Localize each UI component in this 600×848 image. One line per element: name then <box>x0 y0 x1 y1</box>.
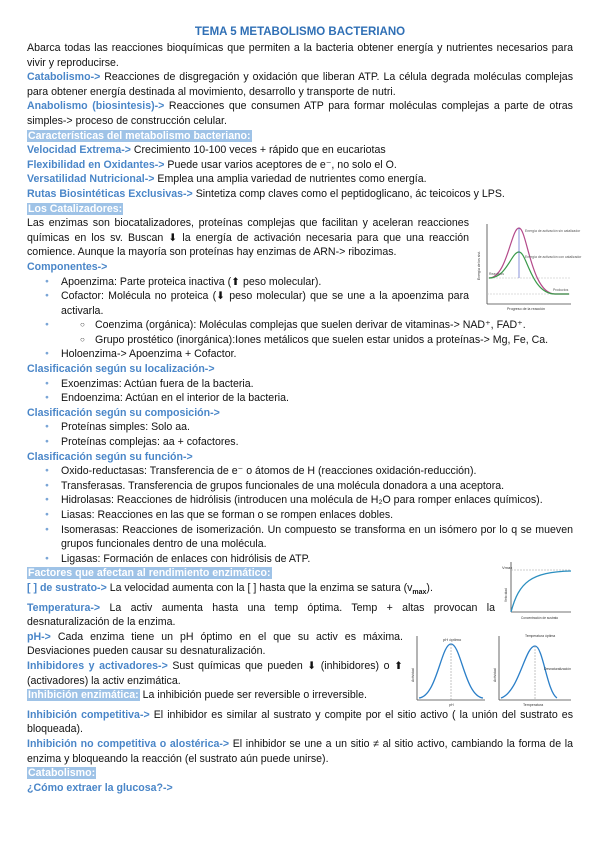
list-item: ● Exoenzimas: Actúan fuera de la bacteria. <box>61 377 573 392</box>
list-item: ● Proteínas complejas: aa + cofactores. <box>61 435 573 450</box>
annotation: Productos <box>553 288 569 293</box>
list-item: ○ Grupo prostético (inorgánica):Iones metálicos que suelen estar unidos a proteínas-> Mg, Fe, Ca. <box>95 333 573 348</box>
x-axis-label: Temperatura <box>523 702 544 707</box>
temperature-chart <box>491 632 573 708</box>
glucosa-question: ¿Cómo extraer la glucosa?-> <box>27 781 173 794</box>
list-item: ● Apoenzima: Parte proteica inactiva (⬆ peso molecular). <box>61 275 469 290</box>
list-item: ● Transferasas. Transferencia de grupos funcionales de una molécula donadora a una aceptora. <box>61 479 573 494</box>
catalizadores-intro-block <box>27 216 582 318</box>
ph-block <box>27 630 573 708</box>
list-item: ● Liasas: Reacciones en las que se forman o se rompen enlaces dobles. <box>61 508 573 523</box>
componentes-label: Componentes-> <box>27 260 108 273</box>
annotation: Energía de activación con catalizador <box>525 255 582 260</box>
ph-line: pH-> Cada enzima tiene un pH óptimo en el que su activ es máxima. Desviaciones pueden causar su desnaturalización. <box>27 630 403 658</box>
vmax-label: Vmax <box>502 564 513 570</box>
x-axis-label: Concentración de sustrato <box>521 615 559 620</box>
localizacion-list <box>27 377 573 406</box>
y-axis-label: Actividad <box>411 668 415 682</box>
funcion-list <box>27 464 573 552</box>
list-item: ● Endoenzima: Actúan en el interior de la bacteria. <box>61 391 573 406</box>
componentes-list-continued <box>27 318 573 362</box>
peak-label: Temperatura óptima <box>525 633 556 638</box>
x-axis-label: pH <box>449 702 454 707</box>
flexibilidad-line: Flexibilidad en Oxidantes-> Puede usar varios aceptores de e⁻, no solo el O. <box>27 158 397 171</box>
y-axis-label: Energía de los sist. <box>477 251 481 281</box>
y-axis-label: Actividad <box>493 668 497 682</box>
activation-energy-chart <box>477 220 582 312</box>
competitiva-line: Inhibición competitiva-> El inhibidor es similar al sustrato y compite por el sitio activo ( la unión del sustrato es bloqueada). <box>27 708 573 736</box>
term-label: Catabolismo-> <box>27 71 101 84</box>
list-item: ● Hidrolasas: Reacciones de hidrólisis (introducen una molécula de H₂O para romper enlaces químicos). <box>61 493 573 508</box>
funcion-label: Clasificación según su función-> <box>27 450 193 463</box>
saturation-curve <box>511 571 571 612</box>
inhibicion-header-line: Inhibición enzimática: La inhibición puede ser reversible o irreversible. <box>28 689 367 702</box>
saturation-chart <box>501 560 573 622</box>
temperature-curve <box>501 646 557 698</box>
list-item: ● Cofactor: Molécula no proteica (⬇ peso molecular) que se une a la apoenzima para activarla. <box>61 289 469 318</box>
annotation: Energía de activación sin catalizador <box>525 229 581 234</box>
peak-label: pH óptimo <box>443 636 462 642</box>
ph-chart <box>409 632 487 708</box>
list-item: ● Isomerasas: Reacciones de isomerización. Un compuesto se transforma en un isómero por lo q se mueven grupos funcionales dentro de una molécula. <box>61 523 573 552</box>
list-item: ● Ligasas: Formación de enlaces con hidrólisis de ATP. <box>61 552 495 567</box>
term-label: Anabolismo (biosintesis)-> <box>27 100 165 113</box>
list-item: ○ ● Coenzima (orgánica): Moléculas complejas que suelen derivar de vitaminas-> NAD⁺, FAD⁺. <box>95 318 573 333</box>
inhibidores-line: Inhibidores y activadores-> Sust químicas que pueden ⬇ (inhibidores) o ⬆ (activadores) la activ enzimática. <box>27 660 403 687</box>
page-title: TEMA 5 METABOLISMO BACTERIANO <box>194 26 406 38</box>
anabolismo-definition: Anabolismo (biosintesis)-> Reacciones que consumen ATP para formar moléculas complejas a parte de otras simples-> proceso de construcción celular. <box>27 100 573 127</box>
document-page <box>27 25 582 795</box>
versatilidad-line: Versatilidad Nutricional-> Emplea una amplia variedad de nutrientes como energía. <box>27 173 427 186</box>
x-axis-label: Progreso de la reacción <box>507 307 545 312</box>
intro-paragraph: Abarca todas las reacciones bioquímicas que permiten a la bacteria obtener energía y nutrientes necesarios para vivir y reproducirse. <box>27 42 573 69</box>
temperatura-line: Temperatura-> La activ aumenta hasta una temp óptima. Temp + altas provocan la desnaturalización de la enzima. <box>27 601 495 629</box>
section-header: Los Catalizadores: <box>28 202 123 215</box>
denaturation-label: Desnaturalización <box>544 666 571 671</box>
cofactor-sublist <box>61 318 573 347</box>
list-item: ● Holoenzima-> Apoenzima + Cofactor. <box>61 347 573 362</box>
list-item: ● Oxido-reductasas: Transferencia de e⁻ o átomos de H (reacciones oxidación-reducción). <box>61 464 573 479</box>
uncatalyzed-curve <box>489 228 569 294</box>
composicion-list <box>27 420 573 449</box>
section-header: Factores que afectan al rendimiento enzimático: <box>28 567 271 580</box>
sustrato-line: [ ] de sustrato-> La velocidad aumenta con la [ ] hasta que la enzima se satura $(v_{max})$. <box>27 581 433 597</box>
catalizadores-intro: Las enzimas son biocatalizadores, proteínas complejas que facilitan y aceleran reacciones químicas en los sv. Buscan ⬇ la energía de activación necesaria para que una reacción comience. Aunque la mayoría son proteínas hay enzimas de ARN-> ribozimas. <box>27 217 469 259</box>
section-header: Catabolismo: <box>28 767 96 780</box>
rutas-line: Rutas Biosintéticas Exclusivas-> Sintetiza comp claves como el peptidoglicano, ác teicoicos y LPS. <box>27 187 505 200</box>
section-header: Características del metabolismo bacteriano: <box>28 129 251 142</box>
componentes-list <box>27 275 469 319</box>
velocidad-line: Velocidad Extrema-> Crecimiento 10-100 veces + rápido que en eucariotas <box>27 144 386 157</box>
localizacion-label: Clasificación según su localización-> <box>27 363 215 376</box>
y-axis-label: Velocidad <box>504 587 508 602</box>
composicion-label: Clasificación según su composición-> <box>27 406 220 419</box>
annotation: Reactivos <box>489 272 504 277</box>
funcion-list-last <box>27 552 495 567</box>
factores-block <box>27 552 573 630</box>
list-item <box>61 318 573 347</box>
list-item: ● Proteínas simples: Solo aa. <box>61 420 573 435</box>
nocompetitiva-line: Inhibición no competitiva o alostérica-> El inhibidor se une a un sitio ≠ al sitio activo, cambiando la forma de la enzima y bloqueando la reacción (el sustrato aún puede unirse). <box>27 738 573 765</box>
catabolismo-definition: Catabolismo-> Reacciones de disgregación y oxidación que liberan ATP. La célula degrada moléculas complejas para obtener energía destinada al movimiento, desarrollo y transporte de nutri. <box>27 71 573 98</box>
